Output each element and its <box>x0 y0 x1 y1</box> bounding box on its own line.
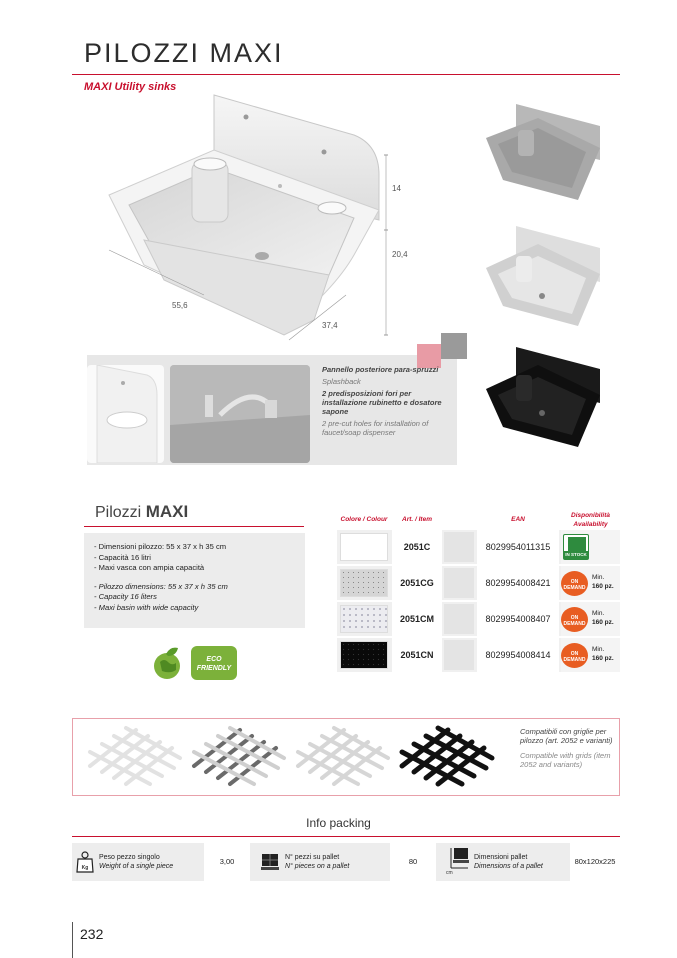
table-row <box>337 566 620 600</box>
weight-label-en: Weight of a single piece <box>99 863 174 870</box>
spec-it-2: - Capacità 16 litri <box>94 552 151 562</box>
min-value: 160 pz. <box>592 655 614 662</box>
colour-swatch-white <box>340 533 388 561</box>
dims-label-it: Dimensioni pallet <box>474 854 528 861</box>
article-code: 2051CG <box>392 566 442 600</box>
grid-grey <box>194 728 284 784</box>
pallet-dimensions-value: 80x120x225 <box>570 843 620 881</box>
weight-value: 3,00 <box>204 843 250 881</box>
weight-block <box>72 843 250 881</box>
table-row <box>337 530 620 564</box>
minimum-quantity <box>592 645 614 663</box>
min-label: Min. <box>592 610 605 617</box>
min-value: 160 pz. <box>592 583 614 590</box>
colour-swatch-grey-speckled <box>340 569 388 597</box>
minimum-quantity <box>592 609 614 627</box>
cell-spacer <box>444 568 474 598</box>
info-packing-bar <box>72 843 620 881</box>
table-header-availability <box>561 511 620 529</box>
grid-black <box>402 728 492 784</box>
info-packing-title: Info packing <box>306 816 371 830</box>
page-title: PILOZZI MAXI <box>84 38 284 68</box>
colour-swatch-white-speckled <box>340 605 388 633</box>
availability-cell <box>561 638 620 672</box>
in-stock-label: IN STOCK <box>565 552 587 557</box>
earth-leaf-icon <box>148 644 186 682</box>
table-row <box>337 602 620 636</box>
variant-photo-grey <box>478 100 606 208</box>
ean-code: 8029954008414 <box>477 638 559 672</box>
on-demand-line-1: ON <box>570 615 579 621</box>
grid-white <box>90 728 180 784</box>
availability-cell <box>561 566 620 600</box>
on-demand-line-2: DEMAND <box>563 585 586 591</box>
page-subtitle: MAXI Utility sinks <box>84 81 177 93</box>
home-stock-icon <box>563 534 589 560</box>
min-label: Min. <box>592 574 605 581</box>
dimension-height-upper: 14 <box>392 184 401 193</box>
eco-label-1: ECO <box>206 656 222 663</box>
colour-swatch-black <box>340 641 388 669</box>
pallet-icon <box>260 852 280 872</box>
on-demand-line-1: ON <box>570 579 579 585</box>
main-sink-illustration <box>84 90 404 350</box>
on-demand-line-2: DEMAND <box>563 657 586 663</box>
ean-code: 8029954008421 <box>477 566 559 600</box>
on-demand-badge <box>561 643 588 668</box>
table-header-ean: EAN <box>511 516 525 523</box>
pallet-dimensions-label <box>474 853 543 871</box>
ean-code: 8029954008407 <box>477 602 559 636</box>
variant-photo-black <box>478 343 606 451</box>
product-section-title <box>95 502 188 522</box>
product-title-divider <box>84 526 304 527</box>
pieces-label-en: N° pieces on a pallet <box>285 863 350 870</box>
product-title-light: Pilozzi <box>95 504 142 521</box>
weight-icon-label: Kg <box>81 865 89 871</box>
on-demand-badge <box>561 571 588 596</box>
grid-illustrations <box>80 722 510 792</box>
variant-photo-speckled <box>478 222 606 330</box>
page-number: 232 <box>80 926 104 942</box>
on-demand-line-1: ON <box>570 651 579 657</box>
pieces-label <box>285 853 349 871</box>
table-header-art: Art. / Item <box>402 516 432 523</box>
table-header-colour: Colore / Colour <box>340 516 388 523</box>
grid-speckled <box>298 728 388 784</box>
info-packing-divider <box>72 836 620 837</box>
splashback-photo-faucet <box>170 365 310 463</box>
cell-spacer <box>444 640 474 670</box>
grids-text-en: Compatible with grids (item 2052 and variants) <box>520 751 611 769</box>
eco-friendly-badge <box>191 646 237 680</box>
table-row <box>337 638 620 672</box>
cell-spacer <box>444 604 474 634</box>
grids-text-it: Compatibili con griglie per pilozzo (art. 2052 e varianti) <box>520 727 613 745</box>
spec-it-3: - Maxi vasca con ampia capacità <box>94 563 205 572</box>
min-label: Min. <box>592 646 605 653</box>
splashback-photo-detail <box>87 365 164 463</box>
title-divider <box>72 74 620 75</box>
pallet-dimensions-icon-label: cm <box>446 870 453 876</box>
dims-label-en: Dimensions of a pallet <box>474 863 543 870</box>
product-specs-box <box>84 533 305 628</box>
splashback-title-it: Pannello posteriore para-spruzzi <box>322 365 439 374</box>
minimum-quantity <box>592 573 614 591</box>
splashback-desc-en: 2 pre-cut holes for installation of faucet/soap dispenser <box>322 419 429 437</box>
article-code: 2051CM <box>392 602 442 636</box>
pieces-block <box>256 843 436 881</box>
dimension-depth: 37,4 <box>322 321 338 330</box>
pallet-dimensions-icon <box>448 846 470 872</box>
availability-it: Disponibilità <box>571 512 610 519</box>
cell-spacer <box>444 532 474 562</box>
home-shape <box>568 537 586 551</box>
decor-square-grey <box>441 333 467 359</box>
weight-label-it: Peso pezzo singolo <box>99 854 160 861</box>
spec-it-1: - Dimensioni pilozzo: 55 x 37 x h 35 cm <box>94 542 227 551</box>
splashback-desc-it: 2 predisposizioni fori per installazione rubinetto e dosatore sapone <box>322 389 442 416</box>
dimension-width: 55,6 <box>172 301 188 310</box>
spec-en-3: - Maxi basin with wide capacity <box>94 602 199 612</box>
availability-cell <box>561 602 620 636</box>
spec-en-2: - Capacity 16 liters <box>94 592 157 601</box>
splashback-title-en: Splashback <box>322 377 361 386</box>
pieces-value: 80 <box>390 843 436 881</box>
pieces-label-it: N° pezzi su pallet <box>285 854 340 861</box>
availability-en: Availability <box>573 521 608 528</box>
eco-label-2: FRIENDLY <box>196 665 232 672</box>
on-demand-line-2: DEMAND <box>563 621 586 627</box>
spec-en-1: - Pilozzo dimensions: 55 x 37 x h 35 cm <box>94 581 228 591</box>
product-title-bold: MAXI <box>145 502 189 521</box>
compatible-grids-text <box>520 727 620 769</box>
article-code: 2051C <box>392 530 442 564</box>
pallet-dimensions-block <box>444 843 620 881</box>
page-number-bar <box>72 922 73 958</box>
dimension-height-lower: 20,4 <box>392 250 408 259</box>
on-demand-badge <box>561 607 588 632</box>
splashback-description <box>322 365 452 437</box>
availability-cell <box>561 530 620 564</box>
article-code: 2051CN <box>392 638 442 672</box>
weight-label <box>99 853 173 871</box>
ean-code: 8029954011315 <box>477 530 559 564</box>
min-value: 160 pz. <box>592 619 614 626</box>
